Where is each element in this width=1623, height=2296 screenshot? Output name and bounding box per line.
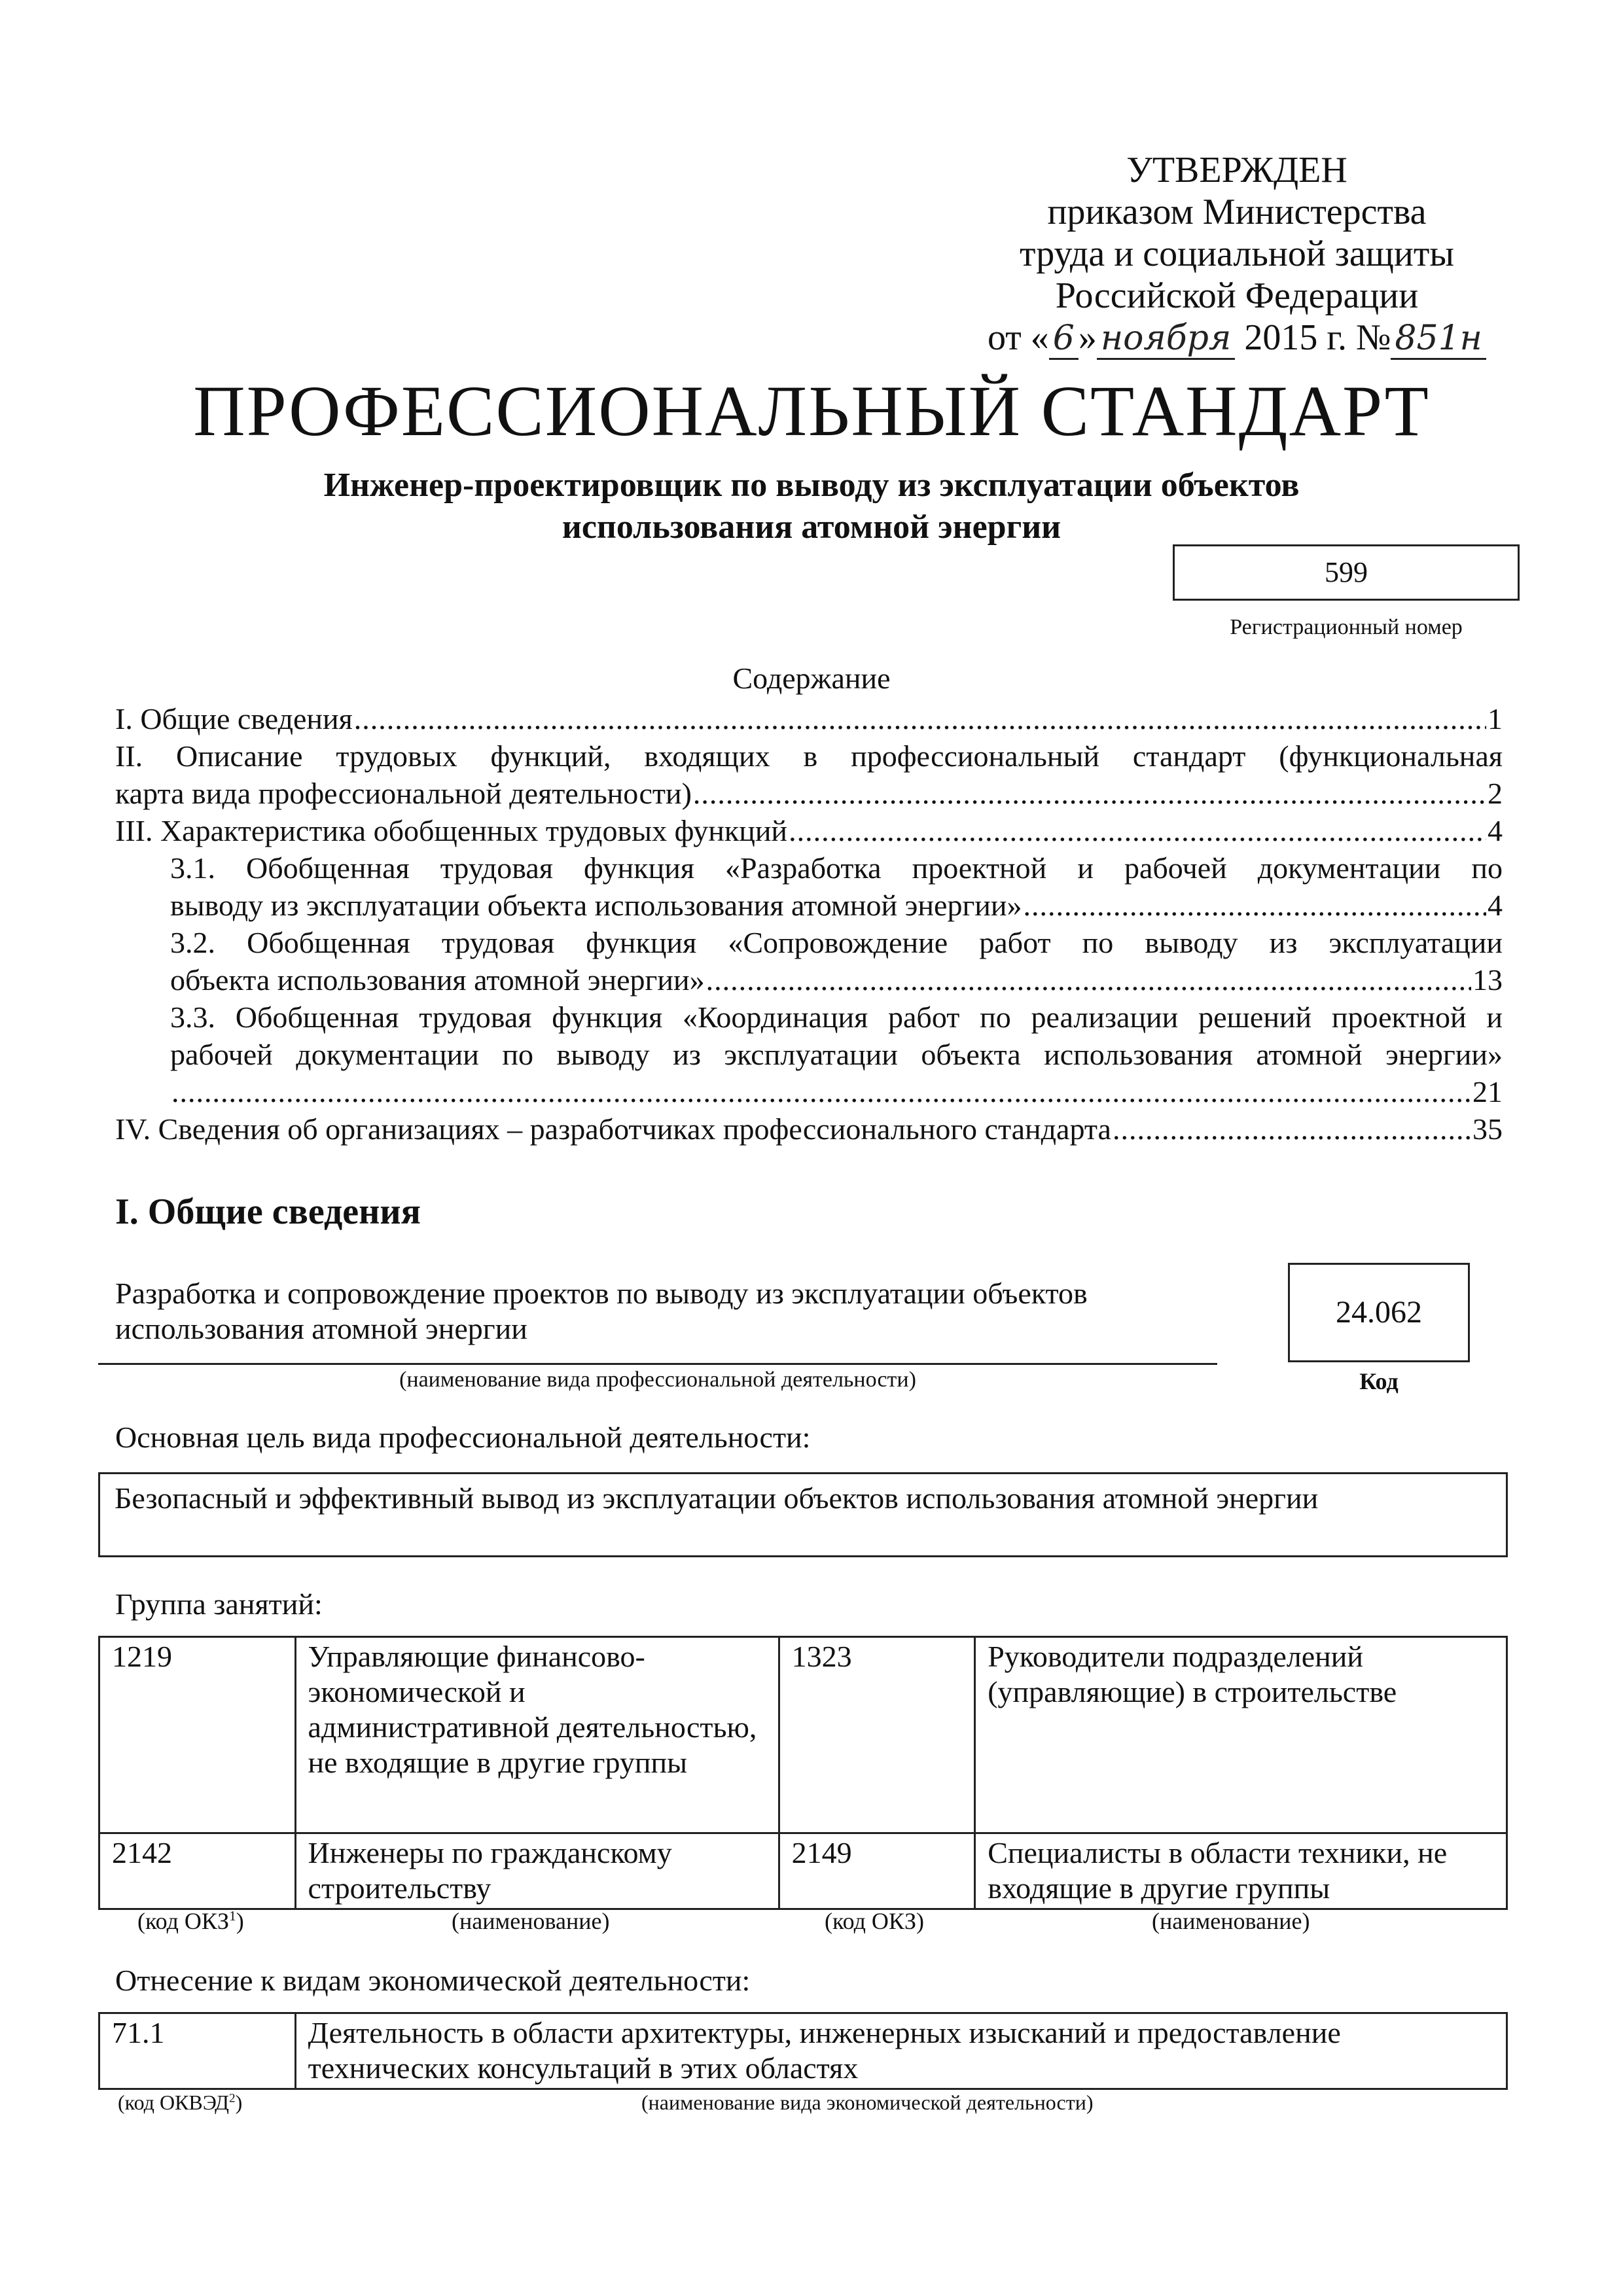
toc-page: 2 — [1488, 777, 1503, 810]
caption-okz-code: (код ОКЗ$^1$) — [137, 1908, 244, 1934]
order-date-line — [969, 317, 1505, 359]
caption-okz-code: (код ОКЗ) — [825, 1908, 924, 1934]
section-heading: I. Общие сведения — [115, 1192, 421, 1232]
toc-page: 35 — [1472, 1112, 1503, 1146]
subtitle-line: использования атомной энергии — [562, 508, 1061, 546]
registration-caption: Регистрационный номер — [1230, 615, 1463, 639]
order-month-handwritten: ноября — [1097, 319, 1235, 360]
toc-leader — [354, 700, 1486, 737]
order-prefix: от « — [988, 317, 1049, 358]
toc-item[interactable] — [115, 775, 1503, 812]
occupation-code: 1323 — [779, 1637, 975, 1833]
approval-block — [969, 149, 1505, 359]
activity-line: Разработка и сопровождение проектов по выводу из эксплуатации объектов — [115, 1277, 1088, 1310]
caption-name: (наименование) — [452, 1908, 610, 1934]
caption-name: (наименование) — [1152, 1908, 1310, 1934]
approval-line: приказом Министерства — [1047, 192, 1427, 232]
order-year: 2015 г. № — [1244, 317, 1391, 358]
occupation-code: 2142 — [99, 1833, 296, 1909]
toc-item-line[interactable]: рабочей документации по выводу из эксплуатации объекта использования атомной энергии» — [170, 1038, 1503, 1071]
occupation-group-label: Группа занятий: — [115, 1587, 323, 1621]
toc-page: 21 — [1472, 1075, 1503, 1108]
toc-leader — [1024, 887, 1486, 924]
toc-item-line[interactable]: 3.2. Обобщенная трудовая функция «Сопровождение работ по выводу из эксплуатации — [170, 926, 1503, 959]
approval-line: труда и социальной защиты — [1020, 234, 1454, 274]
activity-name — [115, 1276, 1215, 1347]
caption-okved-code: (код ОКВЭД$^2$) — [118, 2091, 243, 2114]
contents-title: Содержание — [732, 662, 891, 695]
toc-label: I. Общие сведения — [115, 702, 353, 735]
toc-label: объекта использования атомной энергии» — [170, 963, 705, 997]
toc-item[interactable] — [115, 961, 1503, 998]
toc-leader — [693, 775, 1486, 812]
toc-item[interactable] — [115, 887, 1503, 924]
toc-item[interactable] — [115, 812, 1503, 849]
toc-page: 4 — [1488, 889, 1503, 922]
toc-item-line[interactable]: II. Описание трудовых функций, входящих в профессиональный стандарт (функциональная — [115, 739, 1503, 773]
code-caption: Код — [1359, 1368, 1399, 1394]
subtitle-line: Инженер-проектировщик по выводу из эксплуатации объектов — [323, 467, 1300, 504]
occupation-name: Специалисты в области техники, не входящие в другие группы — [975, 1833, 1507, 1909]
toc-item[interactable] — [115, 700, 1503, 737]
table-row — [99, 2013, 1507, 2089]
approval-line: Российской Федерации — [1055, 275, 1419, 316]
standard-title: ПРОФЕССИОНАЛЬНЫЙ СТАНДАРТ — [193, 371, 1430, 451]
table-row — [99, 1637, 1507, 1833]
order-day-handwritten: 6 — [1049, 319, 1079, 360]
toc-leader — [1113, 1110, 1471, 1148]
toc-page: 13 — [1472, 963, 1503, 997]
activity-line: использования атомной энергии — [115, 1312, 527, 1345]
toc-label: III. Характеристика обобщенных трудовых функций — [115, 814, 788, 847]
occupation-name: Управляющие финансово-экономической и административной деятельностью, не входящие в другие группы — [295, 1637, 779, 1833]
occupation-code: 1219 — [99, 1637, 296, 1833]
approval-title: УТВЕРЖДЕН — [1126, 150, 1347, 190]
caption-econ-name: (наименование вида экономической деятельности) — [641, 2091, 1094, 2114]
occupation-name: Руководители подразделений (управляющие) в строительстве — [975, 1637, 1507, 1833]
toc-leader — [706, 961, 1471, 998]
toc-label: карта вида профессиональной деятельности) — [115, 777, 692, 810]
toc-leader — [789, 812, 1486, 849]
goal-box: Безопасный и эффективный вывод из эксплуатации объектов использования атомной энергии — [98, 1472, 1508, 1557]
activity-underline — [98, 1363, 1217, 1365]
toc-item-line[interactable]: 3.3. Обобщенная трудовая функция «Координация работ по реализации решений проектной и — [170, 1000, 1503, 1034]
activity-caption: (наименование вида профессиональной деятельности) — [399, 1368, 916, 1392]
goal-label: Основная цель вида профессиональной деятельности: — [115, 1421, 811, 1454]
order-number-handwritten: 851н — [1391, 319, 1486, 360]
toc-item[interactable] — [115, 1110, 1503, 1148]
occupation-code: 2149 — [779, 1833, 975, 1909]
toc-leader — [171, 1073, 1471, 1110]
occupation-name: Инженеры по гражданскому строительству — [295, 1833, 779, 1909]
toc-item-line[interactable]: 3.1. Обобщенная трудовая функция «Разработка проектной и рабочей документации по — [170, 851, 1503, 885]
table-of-contents — [115, 700, 1503, 1148]
okved-code: 71.1 — [99, 2013, 296, 2089]
economic-activity-table — [98, 2012, 1508, 2090]
standard-subtitle — [196, 465, 1427, 548]
toc-page: 1 — [1488, 702, 1503, 735]
toc-page: 4 — [1488, 814, 1503, 847]
order-mid: » — [1078, 317, 1097, 358]
toc-label: выводу из эксплуатации объекта использования атомной энергии» — [170, 889, 1022, 922]
registration-number-box: 599 — [1173, 544, 1520, 601]
occupation-table — [98, 1636, 1508, 1910]
toc-item[interactable] — [115, 1073, 1503, 1110]
activity-code-box: 24.062 — [1288, 1263, 1470, 1362]
toc-label: IV. Сведения об организациях – разработчиках профессионального стандарта — [115, 1112, 1111, 1146]
okved-name: Деятельность в области архитектуры, инженерных изысканий и предоставление технических консультаций в этих областях — [295, 2013, 1507, 2089]
economic-activity-label: Отнесение к видам экономической деятельности: — [115, 1964, 751, 1997]
table-row — [99, 1833, 1507, 1909]
